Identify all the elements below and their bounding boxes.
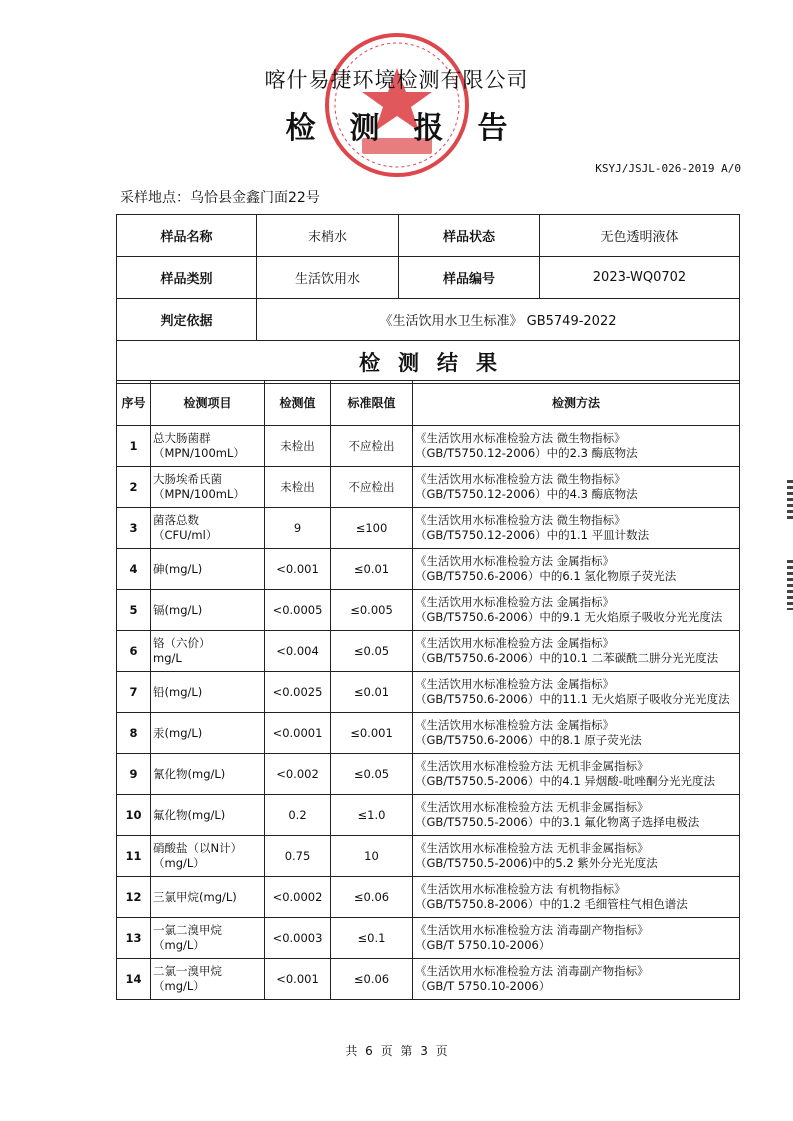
row-limit: ≤0.06: [331, 959, 413, 1000]
method-standard: 《生活饮用水标准检验方法 微生物指标》: [415, 431, 626, 445]
page-footer: [0, 1042, 793, 1059]
result-row: [117, 795, 740, 836]
row-method: [413, 672, 740, 713]
report-title: [0, 103, 793, 147]
item-name: 三氯甲烷(mg/L): [153, 889, 237, 904]
site-label: 采样地点：: [120, 190, 190, 206]
method-standard: 《生活饮用水标准检验方法 微生物指标》: [415, 513, 626, 527]
col-header-value: 检测值: [265, 381, 331, 426]
row-item: [151, 672, 265, 713]
row-value: 未检出: [265, 467, 331, 508]
results-heading: [117, 341, 740, 384]
site-value: 乌恰县金鑫门面22号: [190, 190, 320, 206]
row-no: 4: [117, 549, 151, 590]
row-value: 未检出: [265, 426, 331, 467]
item-unit: （CFU/ml）: [153, 528, 218, 542]
row-limit: ≤0.01: [331, 549, 413, 590]
method-detail: （GB/T5750.8-2006）中的1.2 毛细管柱气相色谱法: [415, 897, 688, 911]
method-standard: 《生活饮用水标准检验方法 金属指标》: [415, 554, 615, 568]
result-row: [117, 590, 740, 631]
sample-name-value: 末梢水: [257, 215, 399, 257]
results-char: 结: [437, 351, 458, 375]
method-standard: 《生活饮用水标准检验方法 无机非金属指标》: [415, 800, 649, 814]
row-value: <0.004: [265, 631, 331, 672]
row-value: 9: [265, 508, 331, 549]
row-limit: ≤0.05: [331, 631, 413, 672]
row-item: [151, 549, 265, 590]
sample-no-label: 样品编号: [399, 257, 540, 299]
item-unit: （mg/L）: [153, 938, 205, 952]
row-method: [413, 426, 740, 467]
item-name: 氰化物(mg/L): [153, 766, 226, 781]
row-limit: 不应检出: [331, 426, 413, 467]
item-unit: （mg/L）: [153, 856, 205, 870]
method-detail: （GB/T5750.6-2006）中的6.1 氢化物原子荧光法: [415, 569, 677, 583]
item-name: 菌落总数: [153, 513, 199, 527]
row-limit: ≤0.05: [331, 754, 413, 795]
row-item: [151, 426, 265, 467]
result-row: [117, 754, 740, 795]
row-method: [413, 549, 740, 590]
title-char: 检: [285, 111, 316, 146]
result-row: [117, 508, 740, 549]
sample-info-table: [116, 214, 740, 384]
sample-type-label: 样品类别: [117, 257, 257, 299]
row-no: 10: [117, 795, 151, 836]
row-item: [151, 795, 265, 836]
row-item: [151, 590, 265, 631]
item-name: 铬（六价）: [153, 636, 211, 650]
col-header-item: 检测项目: [151, 381, 265, 426]
method-detail: （GB/T5750.6-2006）中的8.1 原子荧光法: [415, 733, 642, 747]
row-no: 14: [117, 959, 151, 1000]
result-row: [117, 426, 740, 467]
item-name: 铅(mg/L): [153, 684, 203, 699]
method-standard: 《生活饮用水标准检验方法 消毒副产物指标》: [415, 923, 649, 937]
method-detail: （GB/T5750.6-2006）中的10.1 二苯碳酰二肼分光光度法: [415, 651, 719, 665]
row-method: [413, 508, 740, 549]
row-method: [413, 590, 740, 631]
row-no: 12: [117, 877, 151, 918]
col-header-method: 检测方法: [413, 381, 740, 426]
title-char: 告: [477, 111, 508, 146]
row-item: [151, 467, 265, 508]
method-standard: 《生活饮用水标准检验方法 无机非金属指标》: [415, 841, 649, 855]
row-item: [151, 877, 265, 918]
scan-edge-mark: [787, 480, 793, 520]
row-value: <0.0005: [265, 590, 331, 631]
item-name: 氟化物(mg/L): [153, 807, 226, 822]
method-detail: （GB/T5750.12-2006）中的2.3 酶底物法: [415, 446, 638, 460]
result-row: [117, 467, 740, 508]
item-unit: mg/L: [153, 651, 182, 665]
method-detail: （GB/T5750.12-2006）中的1.1 平皿计数法: [415, 528, 650, 542]
item-name: 总大肠菌群: [153, 431, 211, 445]
col-header-limit: 标准限值: [331, 381, 413, 426]
row-no: 3: [117, 508, 151, 549]
row-limit: ≤0.001: [331, 713, 413, 754]
method-standard: 《生活饮用水标准检验方法 金属指标》: [415, 636, 615, 650]
row-no: 9: [117, 754, 151, 795]
method-standard: 《生活饮用水标准检验方法 金属指标》: [415, 677, 615, 691]
row-method: [413, 467, 740, 508]
row-method: [413, 795, 740, 836]
row-limit: ≤100: [331, 508, 413, 549]
method-standard: 《生活饮用水标准检验方法 有机物指标》: [415, 882, 626, 896]
row-method: [413, 877, 740, 918]
results-table: [116, 380, 740, 1000]
row-limit: ≤0.01: [331, 672, 413, 713]
method-standard: 《生活饮用水标准检验方法 微生物指标》: [415, 472, 626, 486]
row-method: [413, 918, 740, 959]
method-detail: （GB/T5750.5-2006）中的4.1 异烟酸-吡唑酮分光光度法: [415, 774, 715, 788]
row-method: [413, 713, 740, 754]
col-header-no: 序号: [117, 381, 151, 426]
item-name: 砷(mg/L): [153, 561, 203, 576]
page-total: 共 6 页: [345, 1044, 393, 1058]
method-detail: （GB/T5750.6-2006）中的9.1 无火焰原子吸收分光光度法: [415, 610, 723, 624]
row-item: [151, 754, 265, 795]
title-char: 测: [349, 111, 380, 146]
row-value: 0.75: [265, 836, 331, 877]
method-standard: 《生活饮用水标准检验方法 金属指标》: [415, 595, 615, 609]
sample-state-value: 无色透明液体: [540, 215, 740, 257]
result-row: [117, 672, 740, 713]
method-standard: 《生活饮用水标准检验方法 无机非金属指标》: [415, 759, 649, 773]
item-name: 硝酸盐（以N计）: [153, 841, 243, 855]
row-method: [413, 631, 740, 672]
results-char: 检: [359, 351, 380, 375]
row-no: 1: [117, 426, 151, 467]
method-detail: （GB/T 5750.10-2006）: [415, 938, 551, 952]
row-limit: ≤1.0: [331, 795, 413, 836]
row-no: 5: [117, 590, 151, 631]
item-name: 一氯二溴甲烷: [153, 923, 222, 937]
sample-state-label: 样品状态: [399, 215, 540, 257]
row-value: <0.0002: [265, 877, 331, 918]
result-row: [117, 549, 740, 590]
result-row: [117, 877, 740, 918]
results-header-row: [117, 381, 740, 426]
row-value: 0.2: [265, 795, 331, 836]
method-detail: （GB/T5750.12-2006）中的4.3 酶底物法: [415, 487, 638, 501]
title-char: 报: [413, 111, 444, 146]
row-item: [151, 508, 265, 549]
row-item: [151, 713, 265, 754]
method-detail: （GB/T 5750.10-2006）: [415, 979, 551, 993]
row-value: <0.002: [265, 754, 331, 795]
scan-edge-mark: [787, 560, 793, 610]
row-no: 6: [117, 631, 151, 672]
row-item: [151, 631, 265, 672]
results-char: 测: [398, 351, 419, 375]
row-no: 11: [117, 836, 151, 877]
item-name: 二氯一溴甲烷: [153, 964, 222, 978]
row-limit: 不应检出: [331, 467, 413, 508]
row-method: [413, 959, 740, 1000]
row-no: 2: [117, 467, 151, 508]
item-unit: （MPN/100mL）: [153, 487, 245, 501]
method-detail: （GB/T5750.5-2006)中的5.2 紫外分光光度法: [415, 856, 658, 870]
sample-name-label: 样品名称: [117, 215, 257, 257]
row-method: [413, 754, 740, 795]
result-row: [117, 959, 740, 1000]
result-row: [117, 918, 740, 959]
row-item: [151, 918, 265, 959]
row-item: [151, 959, 265, 1000]
row-value: <0.0003: [265, 918, 331, 959]
method-detail: （GB/T5750.5-2006）中的3.1 氟化物离子选择电极法: [415, 815, 700, 829]
item-unit: （mg/L）: [153, 979, 205, 993]
row-no: 7: [117, 672, 151, 713]
basis-label: 判定依据: [117, 299, 257, 341]
page-current: 第 3 页: [400, 1044, 448, 1058]
row-limit: ≤0.1: [331, 918, 413, 959]
row-value: <0.0001: [265, 713, 331, 754]
method-standard: 《生活饮用水标准检验方法 金属指标》: [415, 718, 615, 732]
sampling-site: [120, 187, 320, 207]
sample-type-value: 生活饮用水: [257, 257, 399, 299]
row-method: [413, 836, 740, 877]
results-char: 果: [476, 351, 497, 375]
item-name: 镉(mg/L): [153, 602, 203, 617]
row-item: [151, 836, 265, 877]
row-limit: 10: [331, 836, 413, 877]
company-name: 喀什易捷环境检测有限公司: [264, 68, 529, 92]
row-value: <0.0025: [265, 672, 331, 713]
result-row: [117, 836, 740, 877]
item-unit: （MPN/100mL）: [153, 446, 245, 460]
row-limit: ≤0.005: [331, 590, 413, 631]
basis-value: 《生活饮用水卫生标准》 GB5749-2022: [257, 299, 740, 341]
sample-no-value: 2023-WQ0702: [540, 257, 740, 299]
row-no: 13: [117, 918, 151, 959]
document-number: KSYJ/JSJL-026-2019 A/0: [595, 162, 741, 175]
row-limit: ≤0.06: [331, 877, 413, 918]
item-name: 汞(mg/L): [153, 725, 203, 740]
row-value: <0.001: [265, 959, 331, 1000]
method-detail: （GB/T5750.6-2006）中的11.1 无火焰原子吸收分光光度法: [415, 692, 730, 706]
method-standard: 《生活饮用水标准检验方法 消毒副产物指标》: [415, 964, 649, 978]
row-value: <0.001: [265, 549, 331, 590]
result-row: [117, 713, 740, 754]
row-no: 8: [117, 713, 151, 754]
item-name: 大肠埃希氏菌: [153, 472, 222, 486]
result-row: [117, 631, 740, 672]
